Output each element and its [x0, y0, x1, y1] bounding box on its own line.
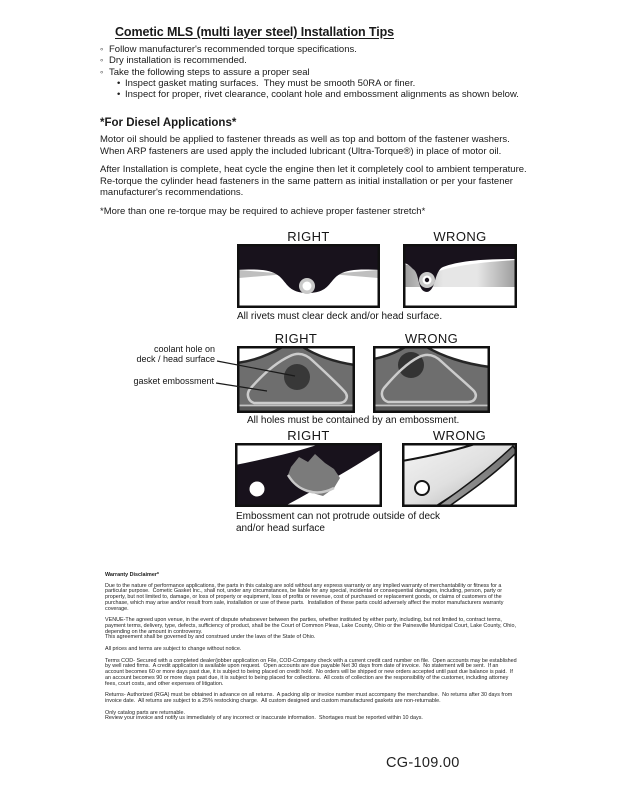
diesel-paragraph-2: After Installation is complete, heat cycle the engine then let it completely cool to ambient temperature. Re-torque the cylinder head fasteners in the same pattern as initial installation or per your fastener manufacturer's recommendations. — [100, 164, 530, 199]
rivet-clear-right-illustration — [237, 244, 380, 308]
fig2-right-label: RIGHT — [274, 331, 318, 346]
venue-paragraph: VENUE-The agreed upon venue, in the event of dispute whatsoever between the parties, whether instituted by either party, including, but not limited to, contract terms, payment terms, delivery, type, defects, sufficiency of product, shall be the Court of Common Pleas, Lake County, Ohio or the Painesville Municipal Court, Lake County, Ohio, depending on the amount in controversy. — [105, 617, 518, 635]
bullet-text: Dry installation is recommended. — [109, 55, 247, 67]
fig1-wrong-label: WRONG — [433, 229, 487, 244]
warranty-heading: Warranty Disclaimer* — [105, 572, 160, 578]
list-item — [100, 44, 530, 55]
fig2-wrong-label: WRONG — [404, 331, 459, 346]
legal-disclaimer — [105, 573, 517, 728]
bullet-text: Inspect gasket mating surfaces. They must be smooth 50RA or finer. — [125, 77, 416, 89]
embossment-right-illustration — [237, 346, 355, 413]
fig3-wrong-label: WRONG — [432, 428, 487, 443]
fig2-right-diagram — [237, 346, 355, 413]
bullet-text: Inspect for proper, rivet clearance, coolant hole and embossment alignments as shown below. — [125, 89, 519, 101]
open-bullet-icon: ◦ — [100, 44, 104, 55]
fig1-wrong-diagram — [403, 244, 517, 308]
fig2-caption: All holes must be contained by an embossment. — [247, 415, 460, 426]
embossment-wrong-illustration — [373, 346, 490, 413]
review-invoice-line: Review your invoice and notify us immediately of any incorrect or inaccurate information. Shortages must be reported within 10 days. — [105, 715, 423, 722]
diesel-paragraph-1: Motor oil should be applied to fastener threads as well as top and bottom of the fastener washers. When ARP fasteners are used apply the included lubricant (Ultra-Torque®) in place of motor oil. — [100, 134, 513, 157]
solid-bullet-icon: • — [117, 89, 121, 101]
open-bullet-icon: ◦ — [100, 55, 104, 67]
open-bullet-icon: ◦ — [100, 66, 104, 78]
fig3-right-label: RIGHT — [287, 428, 330, 443]
returns-paragraph: Returns- Authorized (RGA) must be obtained in advance on all returns. A packing slip or invoice number must accompany the merchandise. No returns after 30 days from invoice date. All returns are subject to a 25% restocking charge. All custom designed and custom manufactured gaskets are non-returnable. — [105, 692, 514, 704]
retorque-note: *More than one re-torque may be required to achieve proper fastener stretch* — [100, 206, 426, 217]
protrusion-wrong-illustration — [402, 443, 517, 507]
solid-bullet-icon: • — [117, 77, 121, 89]
diesel-applications-heading: *For Diesel Applications* — [100, 117, 237, 129]
fig3-caption-line1: Embossment can not protrude outside of deck — [236, 511, 441, 522]
terms-paragraph: Terms COD- Secured with a completed dealer/jobber application on File, COD-Company check with a current credit card number on file. Open accounts may be established by well rated firms. A credit application is available upon request. Open accounts are due payable Net 30 days from date of invoice. No statement will be sent. If an account becomes 60 or more days past due, it is subject to being placed on credit hold. No orders will be shipped or new orders accepted until past due balance is paid. If an account becomes 90 or more days past due, it is subject to being placed for collections. All costs of collection are the responsibility of the customer, including attorney fees, court costs, and other expenses of litigation. — [105, 657, 519, 687]
fig3-right-diagram — [235, 443, 382, 507]
list-item — [100, 67, 530, 78]
prices-line: All prices and terms are subject to change without notice. — [105, 646, 242, 653]
bullet-text: Take the following steps to assure a proper seal — [109, 66, 310, 78]
fig3-wrong-diagram — [402, 443, 517, 507]
rivet-clear-wrong-illustration — [403, 244, 517, 308]
page-number: CG-109.00 — [386, 755, 460, 771]
gasket-embossment-annotation: gasket embossment — [133, 376, 214, 386]
list-item — [100, 89, 530, 100]
list-item — [100, 78, 530, 89]
fig1-right-diagram — [237, 244, 380, 308]
warranty-paragraph: Due to the nature of performance applications, the parts in this catalog are sold without any express warranty or any implied warranty of merchantability or fitness for a particular purpose. Cometic Gasket Inc., shall not, under any circumstances, be liable for any special, incidental or consequential damages, including, person, party or property, but not limited to, damage, or loss of property or equipment, loss of profits or revenue, cost of purchased or replacement goods, or claims of customers of the purchase, which may arise and/or result from sale, installation or use of these parts. Installation of these parts could adversely affect the motor manufacturers warranty coverage. — [105, 582, 505, 612]
protrusion-right-illustration — [235, 443, 382, 507]
returnable-line: Only catalog parts are returnable. — [105, 709, 186, 716]
coolant-hole-annotation: coolant hole on deck / head surface — [136, 344, 215, 365]
page-title: Cometic MLS (multi layer steel) Installation Tips — [115, 25, 394, 39]
fig2-wrong-diagram — [373, 346, 490, 413]
fig3-caption-line2: and/or head surface — [236, 523, 325, 534]
fig1-right-label: RIGHT — [287, 229, 330, 244]
installation-tips-list — [100, 44, 530, 100]
bullet-text: Follow manufacturer's recommended torque specifications. — [109, 44, 357, 55]
fig1-caption: All rivets must clear deck and/or head surface. — [237, 311, 443, 322]
list-item — [100, 55, 530, 66]
venue-governing-line: This agreement shall be governed by and construed under the laws of the State of Ohio. — [105, 634, 316, 641]
